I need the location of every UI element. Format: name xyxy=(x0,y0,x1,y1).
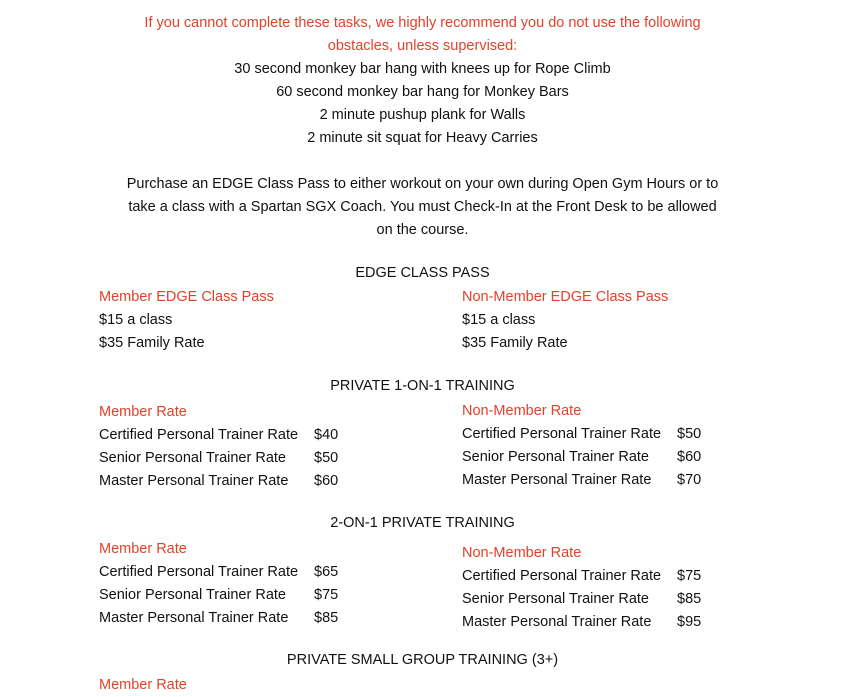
rate-name: Senior Personal Trainer Rate xyxy=(99,450,286,466)
requirement-item: 60 second monkey bar hang for Monkey Bars xyxy=(276,84,569,100)
rate-name: Certified Personal Trainer Rate xyxy=(462,426,662,442)
private-2on1-nonmember-column xyxy=(462,542,701,634)
rate-price: $65 xyxy=(314,564,339,580)
section-heading-private-2on1: 2-ON-1 PRIVATE TRAINING xyxy=(330,515,515,531)
purchase-line-3: on the course. xyxy=(376,222,469,238)
private-1on1-member-title: Member Rate xyxy=(99,404,187,420)
rate-row xyxy=(99,470,338,493)
rate-name: Certified Personal Trainer Rate xyxy=(99,427,299,443)
small-group-member-title: Member Rate xyxy=(99,677,187,693)
rate-row xyxy=(462,565,701,588)
rate-name: Certified Personal Trainer Rate xyxy=(99,564,299,580)
rate-row xyxy=(99,561,338,584)
private-1on1-nonmember-column xyxy=(462,400,701,492)
rate-row xyxy=(99,447,338,470)
purchase-info xyxy=(80,173,765,242)
requirement-item: 2 minute sit squat for Heavy Carries xyxy=(307,130,538,146)
edge-pass-member-line: $35 Family Rate xyxy=(99,335,205,351)
rate-row xyxy=(462,446,701,469)
rate-row xyxy=(462,611,701,634)
private-1on1-member-column xyxy=(99,401,338,493)
rate-price: $60 xyxy=(314,473,339,489)
rate-price: $50 xyxy=(677,426,702,442)
edge-pass-member-title: Member EDGE Class Pass xyxy=(99,289,274,305)
rate-row xyxy=(99,607,338,630)
rate-row xyxy=(462,588,701,611)
purchase-line-2: take a class with a Spartan SGX Coach. You must Check-In at the Front Desk to be allowed xyxy=(128,199,717,215)
warning-line-1: If you cannot complete these tasks, we highly recommend you do not use the following xyxy=(144,15,701,31)
rate-name: Master Personal Trainer Rate xyxy=(462,472,652,488)
rate-row xyxy=(99,424,338,447)
rate-name: Master Personal Trainer Rate xyxy=(462,614,652,630)
rate-price: $50 xyxy=(314,450,339,466)
warning-line-2: obstacles, unless supervised: xyxy=(327,38,518,54)
rate-price: $85 xyxy=(677,591,702,607)
rate-price: $40 xyxy=(314,427,339,443)
rate-name: Certified Personal Trainer Rate xyxy=(462,568,662,584)
edge-pass-member-line: $15 a class xyxy=(99,312,173,328)
edge-pass-nonmember-line: $15 a class xyxy=(462,312,536,328)
section-heading-edge-pass: EDGE CLASS PASS xyxy=(355,265,490,281)
requirement-item: 30 second monkey bar hang with knees up for Rope Climb xyxy=(234,61,611,77)
private-2on1-member-title: Member Rate xyxy=(99,541,187,557)
section-heading-private-1on1: PRIVATE 1-ON-1 TRAINING xyxy=(330,378,515,394)
small-group-member-column xyxy=(99,674,187,697)
rate-price: $75 xyxy=(677,568,702,584)
private-1on1-nonmember-title: Non-Member Rate xyxy=(462,403,582,419)
rate-price: $95 xyxy=(677,614,702,630)
section-heading-small-group: PRIVATE SMALL GROUP TRAINING (3+) xyxy=(286,652,559,668)
edge-pass-nonmember-line: $35 Family Rate xyxy=(462,335,568,351)
rate-name: Master Personal Trainer Rate xyxy=(99,473,289,489)
rate-name: Senior Personal Trainer Rate xyxy=(462,591,649,607)
rate-price: $60 xyxy=(677,449,702,465)
edge-pass-member-column xyxy=(99,286,274,355)
edge-pass-nonmember-title: Non-Member EDGE Class Pass xyxy=(462,289,669,305)
rate-price: $70 xyxy=(677,472,702,488)
edge-pass-nonmember-column xyxy=(462,286,668,355)
requirement-item: 2 minute pushup plank for Walls xyxy=(319,107,526,123)
rate-row xyxy=(462,423,701,446)
rate-name: Master Personal Trainer Rate xyxy=(99,610,289,626)
private-2on1-nonmember-title: Non-Member Rate xyxy=(462,545,582,561)
rate-row xyxy=(462,469,701,492)
rate-price: $85 xyxy=(314,610,339,626)
private-2on1-member-column xyxy=(99,538,338,630)
rate-name: Senior Personal Trainer Rate xyxy=(99,587,286,603)
requirements-list xyxy=(60,58,785,150)
rate-name: Senior Personal Trainer Rate xyxy=(462,449,649,465)
purchase-line-1: Purchase an EDGE Class Pass to either workout on your own during Open Gym Hours or to xyxy=(126,176,719,192)
warning-text xyxy=(60,12,785,58)
rate-price: $75 xyxy=(314,587,339,603)
rate-row xyxy=(99,584,338,607)
